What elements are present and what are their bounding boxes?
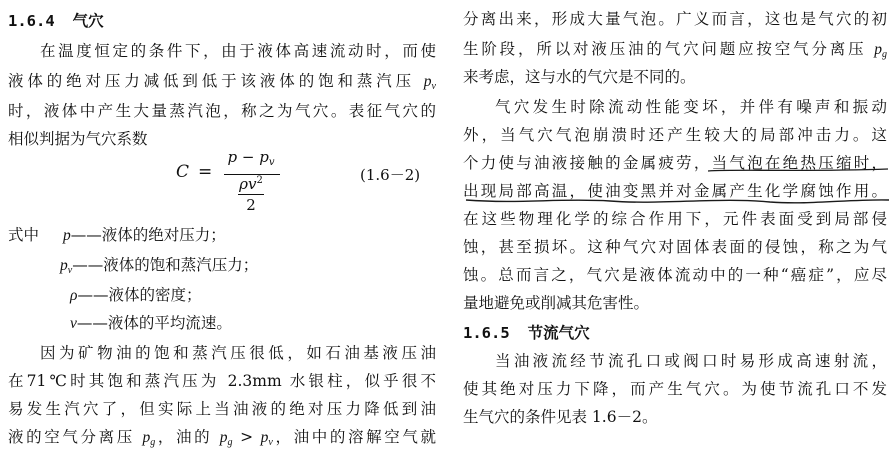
paragraph-line: 在71℃时其饱和蒸汽压为 2.3mm 水银柱，似乎很不 bbox=[8, 372, 436, 390]
paragraph-line: 液的空气分离压 $p_g$，油的 $p_g > p_v$，油中的溶解空气就 bbox=[8, 428, 436, 448]
cavitation-coefficient-formula bbox=[8, 148, 436, 218]
formula-equals: = bbox=[198, 162, 213, 182]
section-heading-1-6-5 bbox=[463, 318, 887, 348]
paragraph-line: 在这些物理化学的综合作用下，元件表面受到局部侵 bbox=[463, 210, 887, 228]
definition-line: 式中 p——液体的绝对压力； bbox=[8, 226, 226, 244]
paragraph-line: 当油液流经节流孔口或阀口时易形成高速射流， bbox=[495, 352, 887, 370]
formula-lhs: C bbox=[176, 162, 190, 182]
paragraph-line: 量地避免或削减其危害性。 bbox=[463, 294, 650, 312]
paragraph-line: 在温度恒定的条件下，由于液体高速流动时，而使 bbox=[40, 42, 436, 60]
paragraph-line: 因为矿物油的饱和蒸汽压很低，如石油基液压油 bbox=[40, 344, 436, 362]
equation-number: (1.6－2) bbox=[360, 166, 421, 184]
definition-line: v——液体的平均流速。 bbox=[70, 314, 232, 332]
paragraph-line: 蚀。总而言之，气穴是液体流动中的一种“癌症”，应尽 bbox=[463, 266, 887, 284]
section-title: 节流气穴 bbox=[527, 323, 590, 342]
definition-line: $p_v——$液体的饱和蒸汽压力； bbox=[60, 256, 259, 276]
symbol-p: p bbox=[423, 73, 432, 90]
paragraph-line: 气穴发生时除流动性能变坏，并伴有噪声和振动 bbox=[495, 98, 887, 116]
paragraph-line: 分离出来，形成大量气泡。广义而言，这也是气穴的初 bbox=[463, 10, 887, 28]
paragraph-line: 相似判据为气穴系数 bbox=[8, 130, 148, 148]
paragraph-line: 蚀，甚至损坏。这种气穴对固体表面的侵蚀，称之为气 bbox=[463, 238, 887, 256]
paragraph-line: 液体的绝对压力减低到低于该液体的饱和蒸汽压 $p_v$ bbox=[8, 72, 436, 92]
paragraph-line-underlined: 个力使与油液接触的金属疲劳，当气泡在绝热压缩时， bbox=[463, 154, 887, 172]
paragraph-line: 使其绝对压力下降，而产生气穴。为使节流孔口不发 bbox=[463, 380, 887, 398]
formula-numerator: $p - p_v$ bbox=[227, 148, 275, 168]
paragraph-line: 时，液体中产生大量蒸汽泡，称之为气穴。表征气穴的 bbox=[8, 102, 436, 120]
paragraph-line: 易发生汽穴了，但实际上当油液的绝对压力降低到油 bbox=[8, 400, 436, 418]
section-number: 1.6.5 bbox=[463, 324, 510, 342]
definition-line: ρ——液体的密度； bbox=[70, 286, 202, 304]
section-heading-1-6-4 bbox=[8, 6, 436, 36]
paragraph-line: 生气穴的条件见表 1.6－2。 bbox=[463, 408, 658, 426]
paragraph-line: 生阶段，所以对液压油的气穴问题应按空气分离压 $p_g$ bbox=[463, 40, 887, 60]
section-number: 1.6.4 bbox=[8, 12, 55, 30]
paragraph-line: 外，当气穴气泡崩溃时还产生较大的局部冲击力。这 bbox=[463, 126, 887, 144]
paragraph-line-underlined: 出现局部高温，使油变黑并对金属产生化学腐蚀作用。 bbox=[463, 182, 887, 200]
section-title: 气穴 bbox=[72, 11, 104, 30]
formula-denominator: $\rho v^2$ 2 bbox=[239, 175, 263, 214]
paragraph-line: 来考虑，这与水的气穴是不同的。 bbox=[463, 68, 696, 86]
